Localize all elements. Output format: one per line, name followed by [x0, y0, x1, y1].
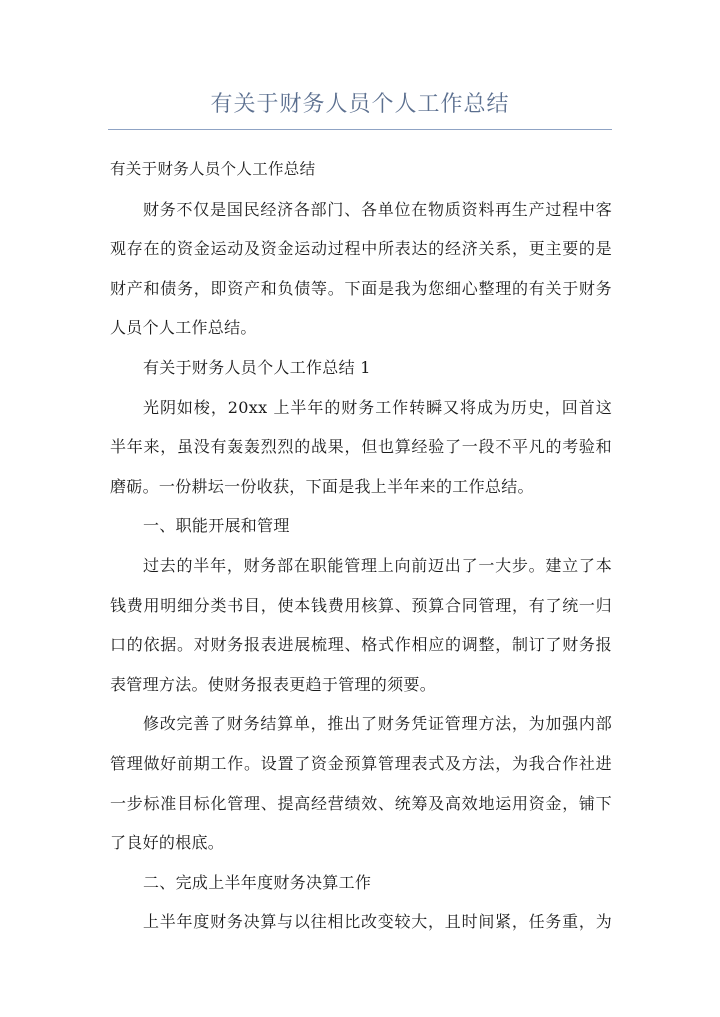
document-body	[110, 150, 612, 942]
title-divider	[108, 129, 612, 130]
paragraph-line: 光阴如梭，20xx 上半年的财务工作转瞬又将成为历史，回首这	[143, 397, 612, 417]
document-title: 有关于财务人员个人工作总结	[210, 92, 510, 117]
section-heading: 二、完成上半年度财务决算工作	[143, 872, 372, 892]
paragraph-line: 磨砺。一份耕坛一份收获，下面是我上半年来的工作总结。	[110, 476, 534, 496]
paragraph-line: 一步标准目标化管理、提高经营绩效、统筹及高效地运用资金，铺下	[110, 793, 612, 813]
paragraph-line: 管理做好前期工作。设置了资金预算管理表式及方法，为我合作社进	[110, 753, 612, 773]
section-heading: 有关于财务人员个人工作总结	[110, 160, 316, 178]
paragraph-line: 表管理方法。使财务报表更趋于管理的须要。	[110, 674, 437, 694]
paragraph-line: 半年来，虽没有轰轰烈烈的战果，但也算经验了一段不平凡的考验和	[110, 437, 612, 457]
paragraph-line: 修改完善了财务结算单，推出了财务凭证管理方法，为加强内部	[143, 714, 612, 734]
paragraph-line: 了良好的根底。	[110, 833, 225, 853]
paragraph-line: 人员个人工作总结。	[110, 318, 257, 338]
paragraph-line: 过去的半年，财务部在职能管理上向前迈出了一大步。建立了本	[143, 555, 612, 575]
paragraph-line: 观存在的资金运动及资金运动过程中所表达的经济关系，更主要的是	[110, 239, 612, 259]
paragraph-line: 财产和债务，即资产和负债等。下面是我为您细心整理的有关于财务	[110, 278, 612, 298]
paragraph-line: 口的依据。对财务报表进展梳理、格式作相应的调整，制订了财务报	[110, 635, 612, 655]
paragraph-line: 上半年度财务决算与以往相比改变较大，且时间紧，任务重，为	[143, 912, 612, 932]
paragraph-line: 财务不仅是国民经济各部门、各单位在物质资料再生产过程中客	[143, 199, 612, 219]
paragraph-line: 钱费用明细分类书目，使本钱费用核算、预算合同管理，有了统一归	[110, 595, 612, 615]
section-heading: 一、职能开展和管理	[143, 516, 290, 536]
section-heading: 有关于财务人员个人工作总结 1	[143, 357, 371, 377]
